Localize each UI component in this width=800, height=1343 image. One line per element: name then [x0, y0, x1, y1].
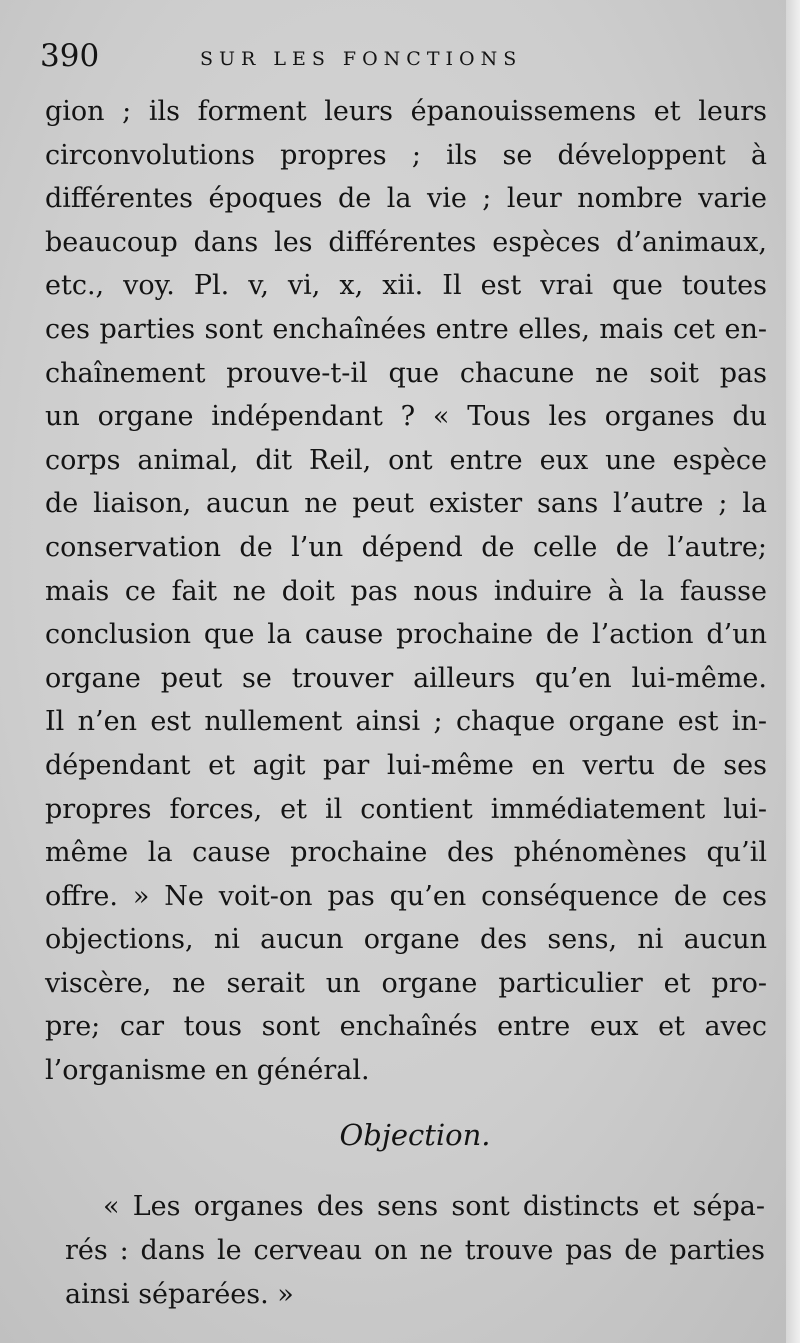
text-line: corps animal, dit Reil, ont entre eux une espèce [45, 444, 767, 476]
text-line: Il n’en est nullement ainsi ; chaque organe est in- [45, 706, 767, 738]
section-heading-text: Objection. [339, 1118, 491, 1152]
page-number: 390 [40, 38, 100, 74]
body-paragraph [45, 90, 767, 1093]
text-line: différentes époques de la vie ; leur nombre varie [45, 183, 767, 215]
text-line: ces parties sont enchaînées entre elles, mais cet en- [45, 313, 767, 345]
text-line: l’organisme en général. [45, 1055, 370, 1087]
text-line: objections, ni aucun organe des sens, ni aucun [45, 924, 767, 956]
text-line: propres forces, et il contient immédiatement lui- [45, 793, 767, 825]
section-heading [0, 1118, 800, 1152]
text-line: même la cause prochaine des phénomènes qu’il [45, 837, 767, 869]
text-line: dépendant et agit par lui-même en vertu de ses [45, 749, 767, 781]
quoted-objection [65, 1185, 765, 1317]
text-line: etc., voy. Pl. v, vi, x, xii. Il est vrai que toutes [45, 270, 767, 302]
text-line: conservation de l’un dépend de celle de l’autre; [45, 531, 767, 563]
text-line: chaînement prouve-t-il que chacune ne soit pas [45, 357, 767, 389]
text-line: circonvolutions propres ; ils se développent à [45, 139, 767, 171]
text-line: mais ce fait ne doit pas nous induire à la fausse [45, 575, 767, 607]
text-line: gion ; ils forment leurs épanouissemens et leurs [45, 96, 767, 127]
text-line: un organe indépendant ? « Tous les organes du [45, 401, 767, 433]
text-line: beaucoup dans les différentes espèces d’animaux, [45, 226, 767, 258]
quote-line: rés : dans le cerveau on ne trouve pas de parties [65, 1235, 765, 1266]
text-line: de liaison, aucun ne peut exister sans l’autre ; la [45, 488, 767, 520]
text-line: conclusion que la cause prochaine de l’action d’un [45, 619, 767, 651]
text-line: viscère, ne serait un organe particulier et pro- [45, 967, 767, 999]
text-line: offre. » Ne voit-on pas qu’en conséquence de ces [45, 880, 767, 912]
text-line: organe peut se trouver ailleurs qu’en lui-même. [45, 662, 767, 694]
text-line: pre; car tous sont enchaînés entre eux et avec [45, 1011, 767, 1043]
running-head: SUR LES FONCTIONS [200, 48, 523, 70]
quote-line: ainsi séparées. » [65, 1279, 294, 1310]
quote-line: « Les organes des sens sont distincts et sépa- [103, 1191, 765, 1222]
